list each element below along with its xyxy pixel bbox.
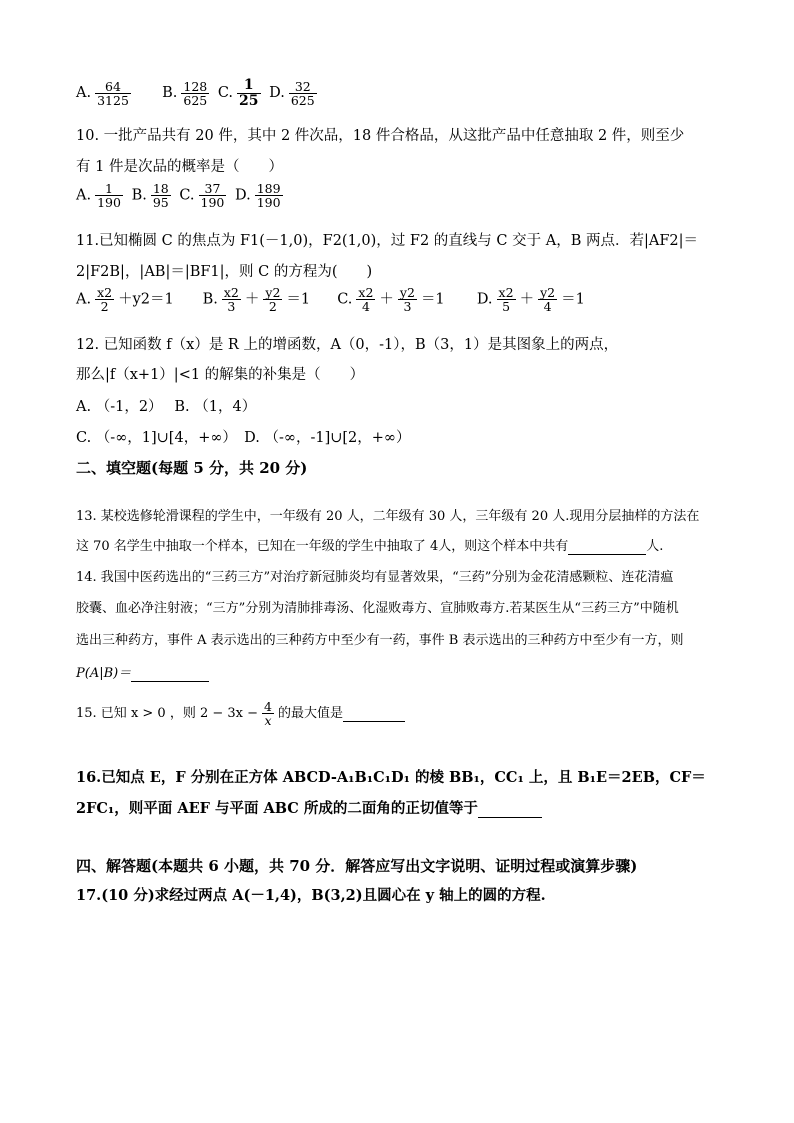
q14-stem-line3: 选出三种药方，事件 A 表示选出的三种药方中至少有一药，事件 B 表示选出的三种药方中至少有一方，则: [76, 633, 684, 648]
q9-option-a: A. $\frac{64}{3125}$: [76, 78, 129, 108]
q13-stem-line2: 这 70 名学生中抽取一个样本，已知在一年级的学生中抽取了 4人，则这个样本中共有 人.: [76, 539, 664, 554]
q13-answer-blank[interactable]: [568, 539, 646, 555]
q14-stem-line1: 14. 我国中医药选出的“三药三方”对治疗新冠肺炎均有显著效果，“三药”分别为金花清感颗粒、连花清瘟: [76, 570, 674, 585]
q16-answer-blank[interactable]: [478, 800, 542, 818]
q12-options-ab: A. （-1，2） B. （1，4）: [76, 399, 257, 415]
q12-stem-line2: 那么|f（x+1）|<1 的解集的补集是（ ）: [76, 367, 365, 383]
q11-option-a: A. $\frac{x2}{2}$ ＋y2＝1: [76, 285, 174, 315]
q9-options: [76, 78, 321, 108]
q16-stem-line2: 2FC₁，则平面 AEF 与平面 ABC 所成的二面角的正切值等于: [76, 797, 542, 818]
q10-options: A. $\frac{1}{190}$ B. $\frac{18}{95}$ C. $\frac{37}{190}$ D. $\frac{189}{190}$: [76, 181, 281, 211]
q10-stem-line1: 10. 一批产品共有 20 件，其中 2 件次品，18 件合格品，从这批产品中任意抽取 2 件，则至少: [76, 128, 685, 144]
q9-option-d: D. $\frac{32}{625}$: [269, 78, 315, 108]
q11-stem-line2: 2|F2B|，|AB|＝|BF1|，则 C 的方程为( ): [76, 264, 373, 280]
q12-options-cd: C. （-∞，1]∪[4，+∞） D. （-∞，-1]∪[2，+∞）: [76, 430, 411, 446]
q11-options: [76, 286, 585, 313]
q14-answer-blank[interactable]: [131, 666, 209, 682]
q15-answer-blank[interactable]: [343, 706, 405, 722]
q11-option-b: B. $\frac{x2}{3}$ ＋ $\frac{y2}{2}$ ＝1: [202, 285, 311, 315]
section-fill-in-blank-title: 二、填空题(每题 5 分，共 20 分): [76, 459, 308, 477]
q9-option-b: B. $\frac{128}{625}$: [162, 78, 208, 108]
q11-option-d: D. $\frac{x2}{5}$ ＋ $\frac{y2}{4}$ ＝1: [476, 285, 585, 315]
q11-stem-line1: 11.已知椭圆 C 的焦点为 F1(－1,0)，F2(1,0)，过 F2 的直线与 C 交于 A，B 两点．若|AF2|＝: [76, 233, 698, 249]
q16-stem-line1: 16.已知点 E，F 分别在正方体 ABCD-A₁B₁C₁D₁ 的棱 BB₁，CC₁ 上，且 B₁E＝2EB，CF＝: [76, 769, 706, 786]
q10-stem-line2: 有 1 件是次品的概率是（ ）: [76, 159, 283, 175]
q9-option-c: C. $\frac{1}{25}$: [217, 77, 259, 109]
q17-stem: 17.(10 分)求经过两点 A(－1,4)，B(3,2)且圆心在 y 轴上的圆的方程.: [76, 887, 546, 904]
q14-stem-line2: 胶囊、血必净注射液；“三方”分别为清肺排毒汤、化湿败毒方、宣肺败毒方.若某医生从“三药三方”中随机: [76, 601, 679, 616]
q15-stem: 15. 已知 x > 0 ，则 2 − 3x − $\frac{4}{x}$ 的最大值是: [76, 700, 405, 727]
q13-stem-line1: 13. 某校选修轮滑课程的学生中，一年级有 20 人，二年级有 30 人，三年级有 20 人.现用分层抽样的方法在: [76, 509, 700, 524]
q14-stem-line4: P(A|B)＝: [76, 662, 209, 682]
section-solution-title: 四、解答题(本题共 6 小题，共 70 分．解答应写出文字说明、证明过程或演算步骤): [76, 857, 638, 875]
q11-option-c: C. $\frac{x2}{4}$ ＋ $\frac{y2}{3}$ ＝1: [337, 285, 445, 315]
q12-stem-line1: 12. 已知函数 f（x）是 R 上的增函数，A（0，-1），B（3，1）是其图象上的两点，: [76, 337, 619, 353]
